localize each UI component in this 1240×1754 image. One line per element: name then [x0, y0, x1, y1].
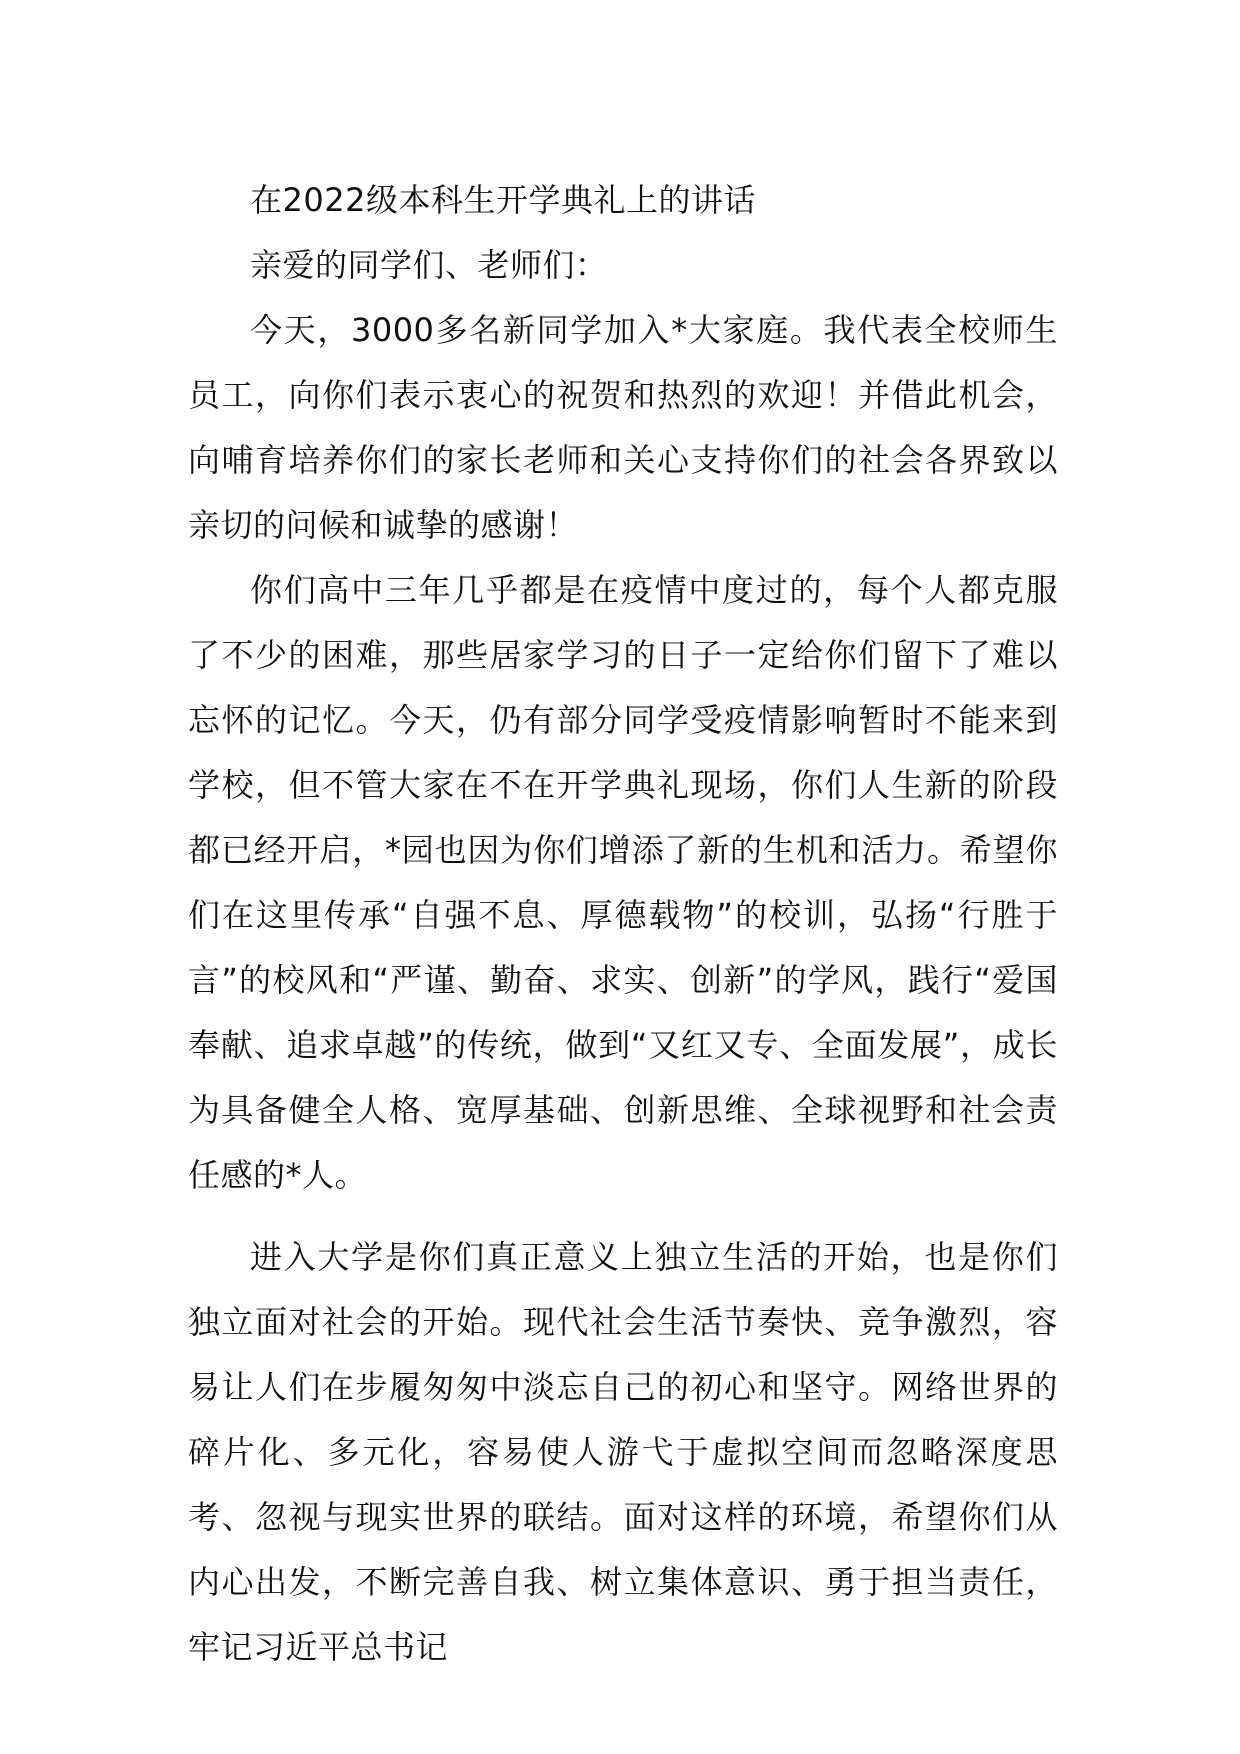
document-title: 在2022级本科生开学典礼上的讲话	[250, 181, 756, 219]
paragraph-welcome: 今天，3000多名新同学加入*大家庭。我代表全校师生员工，向你们表示衷心的祝贺和热烈的欢迎！并借此机会，向哺育培养你们的家长老师和关心支持你们的社会各界致以亲切的问候和诚挚的感谢！	[188, 311, 1058, 544]
document-body	[188, 168, 1058, 1680]
paragraph-school-motto: 你们高中三年几乎都是在疫情中度过的，每个人都克服了不少的困难，那些居家学习的日子一定给你们留下了难以忘怀的记忆。今天，仍有部分同学受疫情影响暂时不能来到学校，但不管大家在不在开学典礼现场，你们人生新的阶段都已经开启，*园也因为你们增添了新的生机和活力。希望你们在这里传承“自强不息、厚德载物”的校训，弘扬“行胜于言”的校风和“严谨、勤奋、求实、创新”的学风，践行“爱国奉献、追求卓越”的传统，做到“又红又专、全面发展”，成长为具备健全人格、宽厚基础、创新思维、全球视野和社会责任感的*人。	[188, 571, 1058, 1194]
paragraph-university-life: 进入大学是你们真正意义上独立生活的开始，也是你们独立面对社会的开始。现代社会生活节奏快、竞争激烈，容易让人们在步履匆匆中淡忘自己的初心和坚守。网络世界的碎片化、多元化，容易使人游弋于虚拟空间而忽略深度思考、忽视与现实世界的联结。面对这样的环境，希望你们从内心出发，不断完善自我、树立集体意识、勇于担当责任，牢记习近平总书记	[188, 1238, 1058, 1666]
salutation: 亲爱的同学们、老师们：	[250, 246, 608, 284]
